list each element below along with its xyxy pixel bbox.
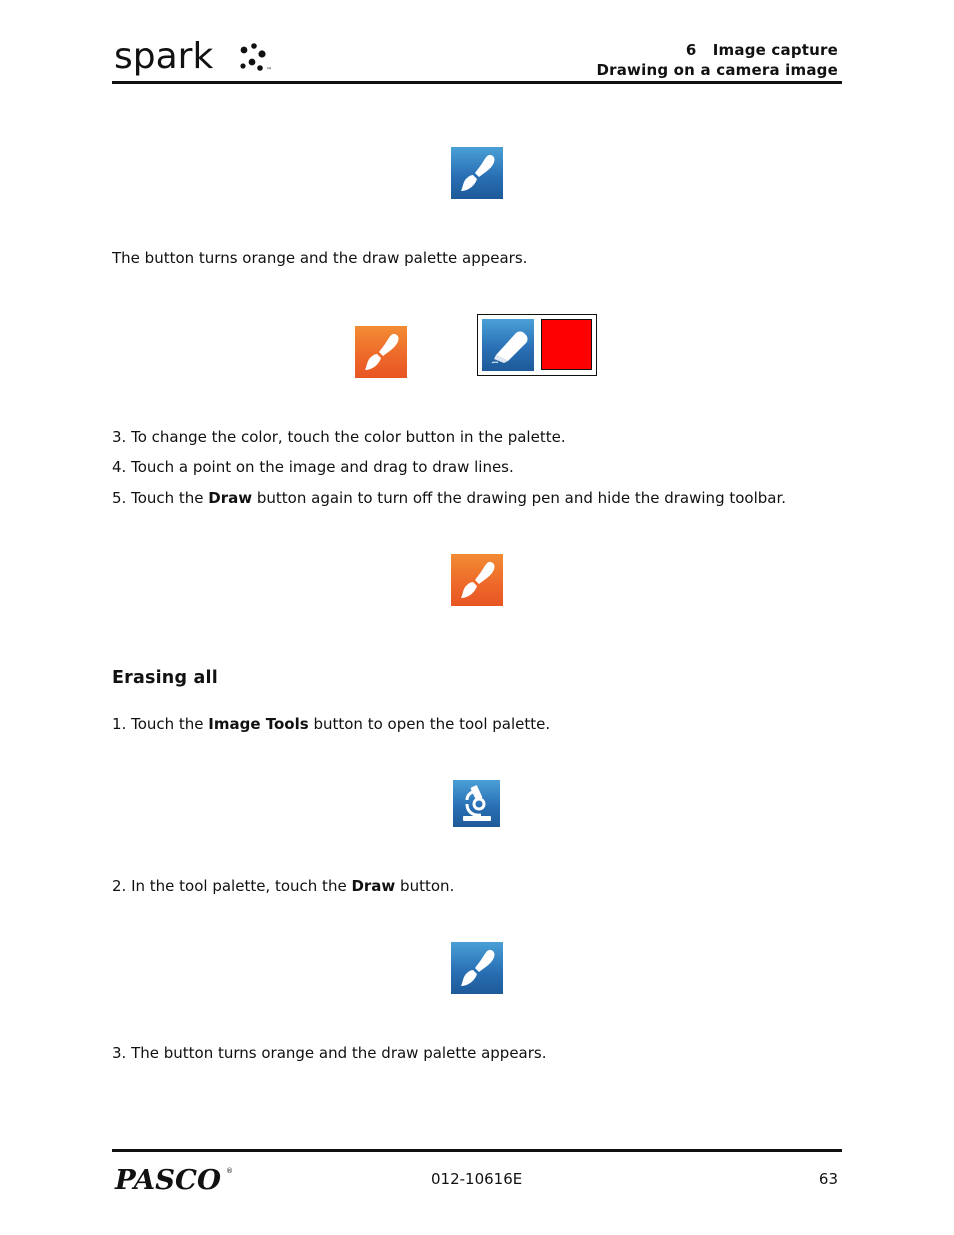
page-number: 63	[818, 1170, 838, 1188]
svg-text:®: ®	[226, 1167, 233, 1175]
erase-step-2-bold: Draw	[351, 877, 396, 895]
step-3: 3. To change the color, touch the color button in the palette.	[112, 428, 566, 446]
spark-logo-text: spark	[114, 36, 214, 77]
draw-palette	[477, 314, 597, 376]
step-5	[112, 488, 786, 508]
microscope-icon	[453, 780, 500, 827]
paintbrush-icon	[355, 326, 407, 378]
erase-step-2	[112, 876, 454, 896]
section-title: Drawing on a camera image	[596, 61, 838, 79]
draw-button-orange-2[interactable]	[451, 554, 503, 606]
paragraph: The button turns orange and the draw palette appears.	[112, 249, 528, 267]
document-number: 012-10616E	[431, 1170, 523, 1188]
paintbrush-icon	[451, 554, 503, 606]
draw-button-blue[interactable]	[451, 147, 503, 199]
image-tools-button[interactable]	[453, 780, 500, 827]
eraser-icon	[482, 319, 534, 371]
eraser-button[interactable]	[482, 319, 534, 371]
chapter-title: 6 Image capture	[685, 41, 838, 59]
header-rule	[112, 81, 842, 84]
erase-step-2-post: button.	[395, 877, 455, 895]
color-button[interactable]	[541, 319, 592, 370]
svg-text:™: ™	[266, 67, 272, 74]
section-heading: Erasing all	[112, 668, 218, 688]
draw-button-orange[interactable]	[355, 326, 407, 378]
pasco-logo	[113, 1163, 237, 1193]
step-5-pre: 5. Touch the	[112, 489, 209, 507]
erase-step-1-pre: 1. Touch the	[112, 715, 209, 733]
paintbrush-icon	[451, 147, 503, 199]
erase-step-1-post: button to open the tool palette.	[308, 715, 551, 733]
draw-button-blue-2[interactable]	[451, 942, 503, 994]
step-5-bold: Draw	[208, 489, 253, 507]
erase-step-2-pre: 2. In the tool palette, touch the	[112, 877, 352, 895]
erase-step-3: 3. The button turns orange and the draw palette appears.	[112, 1044, 547, 1062]
spark-logo	[112, 36, 282, 80]
footer-rule	[112, 1149, 842, 1152]
erase-step-1-bold: Image Tools	[208, 715, 309, 733]
step-4: 4. Touch a point on the image and drag to draw lines.	[112, 458, 514, 476]
pasco-logo-text: PASCO	[113, 1165, 222, 1193]
running-header	[596, 40, 838, 80]
paintbrush-icon	[451, 942, 503, 994]
erase-step-1	[112, 714, 550, 734]
step-5-post: button again to turn off the drawing pen and hide the drawing toolbar.	[252, 489, 787, 507]
